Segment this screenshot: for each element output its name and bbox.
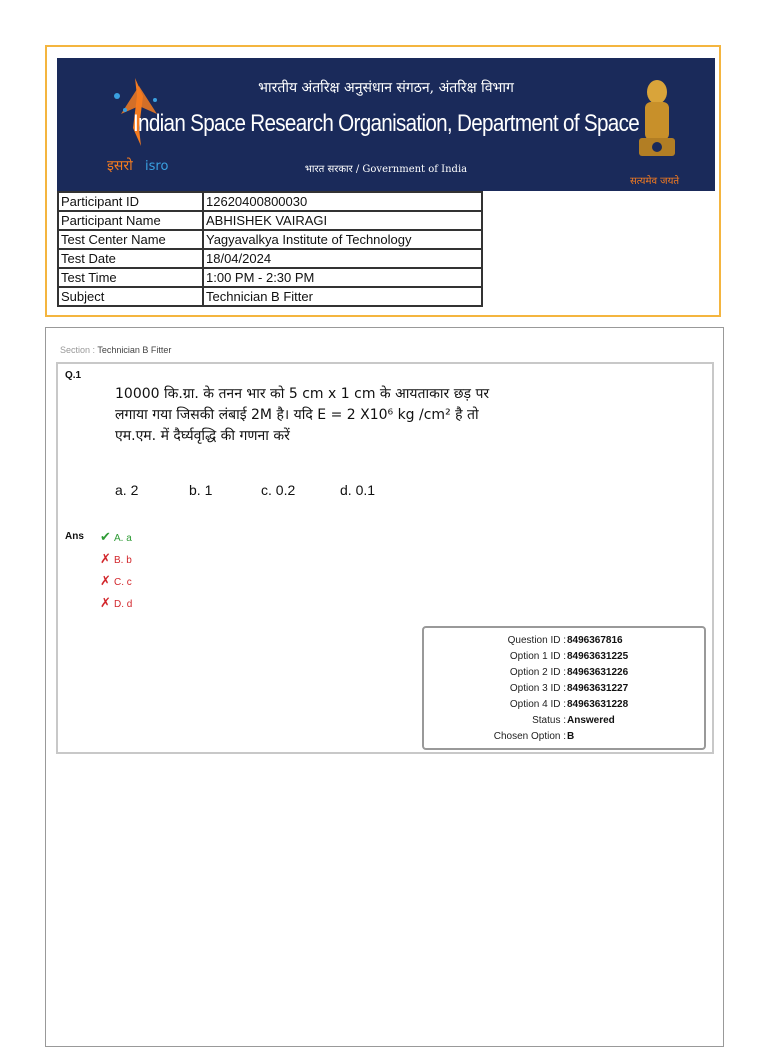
check-icon: ✔ [100, 529, 111, 544]
meta-row-option2-id [424, 665, 704, 681]
question-meta-box [422, 626, 706, 750]
meta-value: 84963631228 [567, 699, 629, 710]
participant-name-value: ABHISHEK VAIRAGI [203, 211, 482, 230]
cross-icon: ✗ [100, 551, 111, 566]
status-value: Answered [567, 715, 615, 726]
table-row [58, 268, 482, 287]
question-card [45, 327, 724, 1047]
svg-text:इसरो: इसरो [107, 158, 133, 174]
participant-id-value: 12620400800030 [203, 192, 482, 211]
answer-label: Ans [65, 531, 84, 542]
question-box [56, 362, 714, 754]
participant-name-label: Participant Name [58, 211, 203, 230]
hindi-title: भारतीय अंतरिक्ष अनुसंधान संगठन, अंतरिक्ष विभाग [258, 80, 514, 96]
option-a: a. 2 [115, 482, 139, 498]
meta-value: 8496367816 [567, 635, 623, 646]
answer-option-label: D. d [114, 599, 133, 610]
question-text-line: 10000 कि.ग्रा. के तनन भार को 5 cm x 1 cm के आयताकार छड़ पर [115, 386, 490, 402]
meta-row-option3-id [424, 681, 704, 697]
question-text-line: एम.एम. में दैर्घ्यवृद्धि की गणना करें [115, 428, 290, 444]
cross-icon: ✗ [100, 595, 111, 610]
meta-value: 84963631225 [567, 651, 629, 662]
meta-row-chosen-option [424, 729, 704, 745]
option-c: c. 0.2 [261, 482, 296, 498]
chosen-option-value: B [567, 731, 575, 742]
table-row [58, 287, 482, 306]
main-title: Indian Space Research Organisation, Department of Space [132, 110, 640, 137]
meta-label: Question ID : [507, 635, 566, 646]
isro-banner [57, 58, 715, 191]
subject-value: Technician B Fitter [203, 287, 482, 306]
section-prefix: Section : [60, 345, 96, 355]
meta-value: 84963631227 [567, 683, 629, 694]
meta-label: Option 1 ID : [509, 651, 566, 662]
meta-label: Chosen Option : [493, 731, 566, 742]
table-row [58, 230, 482, 249]
meta-row-status [424, 713, 704, 729]
meta-label: Status : [532, 715, 566, 726]
section-name: Technician B Fitter [97, 345, 172, 355]
meta-row-option1-id [424, 649, 704, 665]
answer-option-d [100, 595, 132, 611]
table-row [58, 211, 482, 230]
answer-option-label: C. c [114, 577, 132, 588]
meta-label: Option 4 ID : [509, 699, 566, 710]
meta-value: 84963631226 [567, 667, 629, 678]
option-d: d. 0.1 [340, 482, 376, 498]
answer-option-a [100, 529, 132, 545]
answer-option-label: B. b [114, 555, 132, 566]
table-row [58, 249, 482, 268]
test-date-value: 18/04/2024 [203, 249, 482, 268]
question-text [115, 384, 555, 447]
answer-option-c [100, 573, 132, 589]
svg-text:सत्यमेव जयते: सत्यमेव जयते [630, 176, 680, 187]
answer-option-b [100, 551, 132, 567]
national-emblem-icon [629, 72, 685, 190]
participant-id-label: Participant ID [58, 192, 203, 211]
gov-title: भारत सरकार / Government of India [304, 164, 468, 175]
question-number: Q.1 [65, 370, 82, 381]
test-time-value: 1:00 PM - 2:30 PM [203, 268, 482, 287]
participant-info-table [57, 191, 483, 307]
subject-label: Subject [58, 287, 203, 306]
header-card [45, 45, 721, 317]
meta-row-option4-id [424, 697, 704, 713]
meta-label: Option 3 ID : [509, 683, 566, 694]
table-row [58, 192, 482, 211]
section-heading [60, 345, 171, 355]
meta-label: Option 2 ID : [509, 667, 566, 678]
answer-option-label: A. a [114, 533, 132, 544]
test-date-label: Test Date [58, 249, 203, 268]
question-text-line: लगाया गया जिसकी लंबाई 2M है। यदि E = 2 X10⁶ kg /cm² है तो [115, 407, 479, 423]
svg-text:isro: isro [145, 159, 169, 174]
cross-icon: ✗ [100, 573, 111, 588]
meta-row-question-id [424, 633, 704, 649]
option-b: b. 1 [189, 482, 213, 498]
test-center-label: Test Center Name [58, 230, 203, 249]
test-time-label: Test Time [58, 268, 203, 287]
test-center-value: Yagyavalkya Institute of Technology [203, 230, 482, 249]
